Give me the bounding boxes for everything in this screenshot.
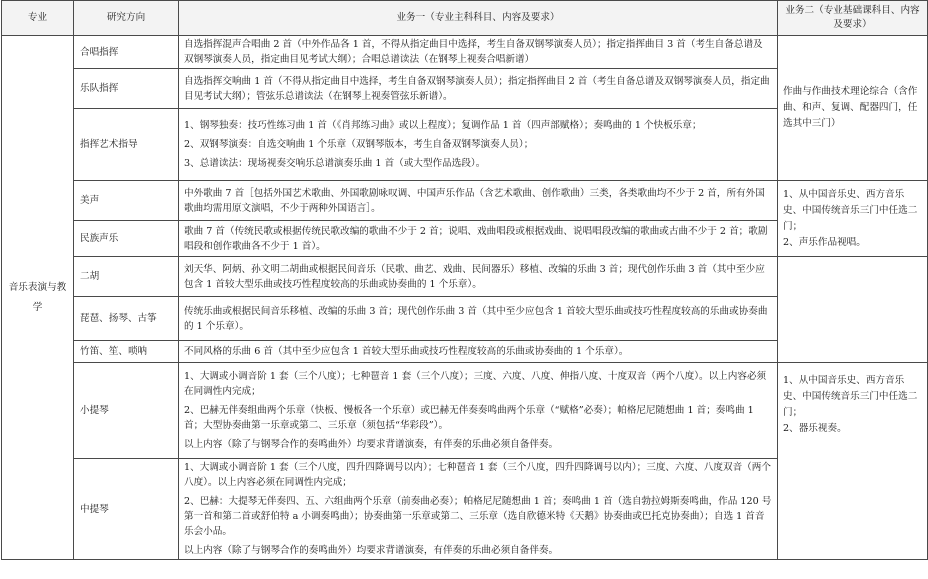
requirement-text: 自选指挥混声合唱曲 2 首（中外作品各 1 首，不得从指定曲目中选择，考生自备双钢琴演奏人员）；指定指挥曲目 3 首（考生自备总谱及双钢琴演奏人员，指定曲目见考试大纲）；合唱总谱读法（在钢琴上视奏合唱新谱） bbox=[184, 39, 763, 65]
direction-cell: 指挥艺术指导 bbox=[74, 109, 179, 181]
requirement-text: 以上内容（除了与钢琴合作的奏鸣曲外）均要求背谱演奏，有伴奏的乐曲必须自备伴奏。 bbox=[184, 439, 559, 450]
table-row bbox=[2, 257, 928, 297]
requirement-text: 以上内容（除了与钢琴合作的奏鸣曲外）均要求背谱演奏，有伴奏的乐曲必须自备伴奏。 bbox=[184, 545, 559, 556]
header-row bbox=[2, 1, 928, 36]
basic-vocal-item: 1、从中国音乐史、西方音乐史、中国传统音乐三门中任选二门； bbox=[783, 188, 918, 232]
requirement-cell bbox=[179, 69, 778, 109]
table-row bbox=[2, 36, 928, 69]
requirement-text: 2、巴赫：大提琴无伴奏四、五、六组曲两个乐章（前奏曲必奏）；帕格尼尼随想曲 1 首；奏鸣曲 1 首（选自勃拉姆斯奏鸣曲，作品 120 号第一首和第二首或舒伯特 a 小调奏鸣曲）；协奏曲第一乐章或第二、三乐章（选自欣德米特《天鹅》协奏曲或巴托克协奏曲）；自选 1 首音乐会小品。 bbox=[184, 496, 772, 537]
basic-conducting-cell: 作曲与作曲技术理论综合（含作曲、和声、复调、配器四门，任选其中三门） bbox=[778, 36, 928, 181]
direction-cell: 竹笛、笙、唢呐 bbox=[74, 341, 179, 363]
requirement-text: 1、钢琴独奏：技巧性练习曲 1 首（《肖邦练习曲》或以上程度）；复调作品 1 首（四声部赋格）；奏鸣曲的 1 个快板乐章； bbox=[184, 120, 702, 131]
direction-cell: 小提琴 bbox=[74, 363, 179, 459]
requirement-cell bbox=[179, 221, 778, 257]
requirement-text: 2、巴赫无伴奏组曲两个乐章（快板、慢板各一个乐章）或巴赫无伴奏奏鸣曲两个乐章（“赋格”必奏）；帕格尼尼随想曲 1 首；奏鸣曲 1 首；大型协奏曲第一乐章或第二、三乐章（须包括“华彩段”）。 bbox=[184, 405, 754, 431]
requirement-cell bbox=[179, 363, 778, 459]
header-major: 专业 bbox=[2, 1, 74, 36]
header-business1: 业务一（专业主科科目、内容及要求） bbox=[179, 1, 778, 36]
header-business2: 业务二（专业基础课科目、内容及要求） bbox=[778, 1, 928, 36]
requirement-cell bbox=[179, 36, 778, 69]
major-cell: 音乐表演与教学 bbox=[2, 36, 74, 560]
requirement-text: 1、大调或小调音阶 1 套（三个八度）；七种琶音 1 套（三个八度）；三度、六度、八度、伸指八度、十度双音（两个八度）。以上内容必须在同调性内完成； bbox=[184, 371, 767, 397]
requirement-cell bbox=[179, 341, 778, 363]
requirement-text: 歌曲 7 首（传统民歌或根据传统民歌改编的歌曲不少于 2 首；说唱、戏曲唱段或根据戏曲、说唱唱段改编的歌曲或古曲不少于 2 首；歌剧唱段和创作歌曲各不少于 1 首）。 bbox=[184, 225, 768, 252]
requirement-cell bbox=[179, 257, 778, 297]
table-row bbox=[2, 363, 928, 459]
basic-empty-cell bbox=[778, 257, 928, 363]
basic-strings-cell bbox=[778, 363, 928, 560]
direction-cell: 中提琴 bbox=[74, 459, 179, 560]
requirement-text: 3、总谱读法：现场视奏交响乐总谱演奏乐曲 1 首（或大型作品选段）。 bbox=[184, 158, 486, 169]
direction-cell: 民族声乐 bbox=[74, 221, 179, 257]
basic-strings-item: 2、器乐视奏。 bbox=[783, 423, 847, 434]
requirement-cell bbox=[179, 297, 778, 341]
direction-cell: 美声 bbox=[74, 181, 179, 221]
requirement-text: 传统乐曲或根据民间音乐移植、改编的乐曲 3 首；现代创作乐曲 3 首（其中至少应包含 1 首较大型乐曲或技巧性程度较高的乐曲或协奏曲的 1 个乐章）。 bbox=[184, 305, 768, 332]
basic-vocal-cell bbox=[778, 181, 928, 257]
requirement-cell bbox=[179, 109, 778, 181]
requirement-text: 1、大调或小调音阶 1 套（三个八度，四升四降调号以内）；七种琶音 1 套（三个八度，四升四降调号以内）；三度、六度、八度双音（两个八度）。以上内容必须在同调性内完成； bbox=[184, 462, 771, 488]
requirement-text: 不同风格的乐曲 6 首（其中至少应包含 1 首较大型乐曲或技巧性程度较高的乐曲或协奏曲的 1 个乐章）。 bbox=[184, 346, 629, 357]
header-direction: 研究方向 bbox=[74, 1, 179, 36]
direction-cell: 二胡 bbox=[74, 257, 179, 297]
requirement-cell bbox=[179, 181, 778, 221]
requirement-text: 中外歌曲 7 首［包括外国艺术歌曲、外国歌剧咏叹调、中国声乐作品（含艺术歌曲、创作歌曲）三类，各类歌曲均不少于 2 首，所有外国歌曲均需用原文演唱，不少于两种外国语言］。 bbox=[184, 187, 765, 214]
basic-vocal-item: 2、声乐作品视唱。 bbox=[783, 236, 866, 248]
requirement-text: 刘天华、阿炳、孙文明二胡曲或根据民间音乐（民歌、曲艺、戏曲、民间器乐）移植、改编的乐曲 3 首；现代创作乐曲 3 首（其中至少应包含 1 首较大型乐曲或技巧性程度较高的乐曲或协奏曲的 1 个乐章）。 bbox=[184, 263, 765, 290]
table-row bbox=[2, 181, 928, 221]
direction-cell: 合唱指挥 bbox=[74, 36, 179, 69]
requirement-cell bbox=[179, 459, 778, 560]
requirement-text: 自选指挥交响曲 1 首（不得从指定曲目中选择，考生自备双钢琴演奏人员）；指定指挥曲目 2 首（考生自备总谱及双钢琴演奏人员，指定曲目见考试大纲）；管弦乐总谱读法（在钢琴上视奏管弦乐新谱）。 bbox=[184, 75, 770, 102]
direction-cell: 琵琶、扬琴、古筝 bbox=[74, 297, 179, 341]
requirement-text: 2、双钢琴演奏：自选交响曲 1 个乐章（双钢琴版本，考生自备双钢琴演奏人员）； bbox=[184, 139, 534, 150]
basic-strings-item: 1、从中国音乐史、西方音乐史、中国传统音乐三门中任选二门； bbox=[783, 375, 918, 418]
direction-cell: 乐队指挥 bbox=[74, 69, 179, 109]
requirements-table bbox=[1, 0, 928, 560]
